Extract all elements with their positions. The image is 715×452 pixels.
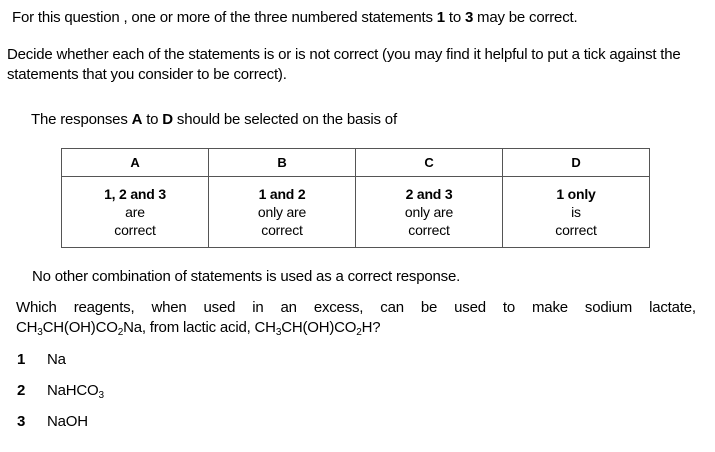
- column-header-b: B: [209, 149, 356, 177]
- cell-line: correct: [114, 222, 156, 238]
- statement-3: [17, 413, 88, 430]
- question-word: sodium: [584, 299, 633, 316]
- question-word: lactate,: [649, 299, 696, 316]
- question-word: used: [203, 299, 236, 316]
- cell-line: are: [125, 204, 145, 220]
- cell-a: [62, 177, 209, 248]
- table-row: [62, 177, 650, 248]
- statement-subscript: 3: [98, 390, 104, 401]
- cell-line: correct: [555, 222, 597, 238]
- statement-text: NaHCO: [47, 382, 99, 399]
- question-word: excess,: [313, 299, 364, 316]
- statement-2: [17, 382, 104, 399]
- column-header-d: D: [503, 149, 650, 177]
- cell-d: [503, 177, 650, 248]
- cell-line: correct: [408, 222, 450, 238]
- cell-line: correct: [261, 222, 303, 238]
- question-line-2: $CH_3CH(OH)CO_2Na$, from lactic acid, $CH_3CH(OH)CO_2H$?: [16, 319, 381, 338]
- cell-c: [356, 177, 503, 248]
- cell-line: only are: [404, 204, 454, 220]
- instruction-line-2: Decide whether each of the statements is or is not correct (you may find it helpful to put a tick against the statements that you consider to be correct).: [7, 46, 681, 83]
- statement-text: NaOH: [47, 413, 88, 430]
- question-line-1: [16, 298, 696, 318]
- cell-line: is: [571, 204, 581, 220]
- cell-line: only are: [257, 204, 307, 220]
- cell-line: 1, 2 and 3: [104, 186, 166, 202]
- question-word: when: [151, 299, 187, 316]
- statement-number: 3: [17, 413, 26, 430]
- column-header-c: C: [356, 149, 503, 177]
- instruction-line-1: For this question , one or more of the three numbered statements 1 to 3 may be correct.: [12, 9, 578, 26]
- question-text: [16, 298, 696, 338]
- question-word: an: [280, 299, 297, 316]
- response-key-table: [61, 148, 650, 248]
- statement-1: [17, 351, 66, 368]
- question-word: reagents,: [73, 299, 135, 316]
- cell-b: [209, 177, 356, 248]
- question-word: be: [420, 299, 438, 316]
- question-word: to: [502, 299, 516, 316]
- question-word: in: [252, 299, 264, 316]
- cell-line: 1 only: [556, 186, 596, 202]
- no-other-combination-note: No other combination of statements is used as a correct response.: [32, 268, 461, 285]
- table-header-row: [62, 149, 650, 177]
- question-word: can: [380, 299, 404, 316]
- responses-intro: The responses A to D should be selected on the basis of: [31, 111, 397, 128]
- statement-number: 2: [17, 382, 26, 399]
- question-word: Which: [16, 299, 57, 316]
- question-word: used: [454, 299, 486, 316]
- cell-line: 1 and 2: [258, 186, 306, 202]
- statement-number: 1: [17, 351, 26, 368]
- statement-text: Na: [47, 351, 66, 368]
- cell-line: 2 and 3: [405, 186, 453, 202]
- column-header-a: A: [62, 149, 209, 177]
- question-word: make: [532, 299, 568, 316]
